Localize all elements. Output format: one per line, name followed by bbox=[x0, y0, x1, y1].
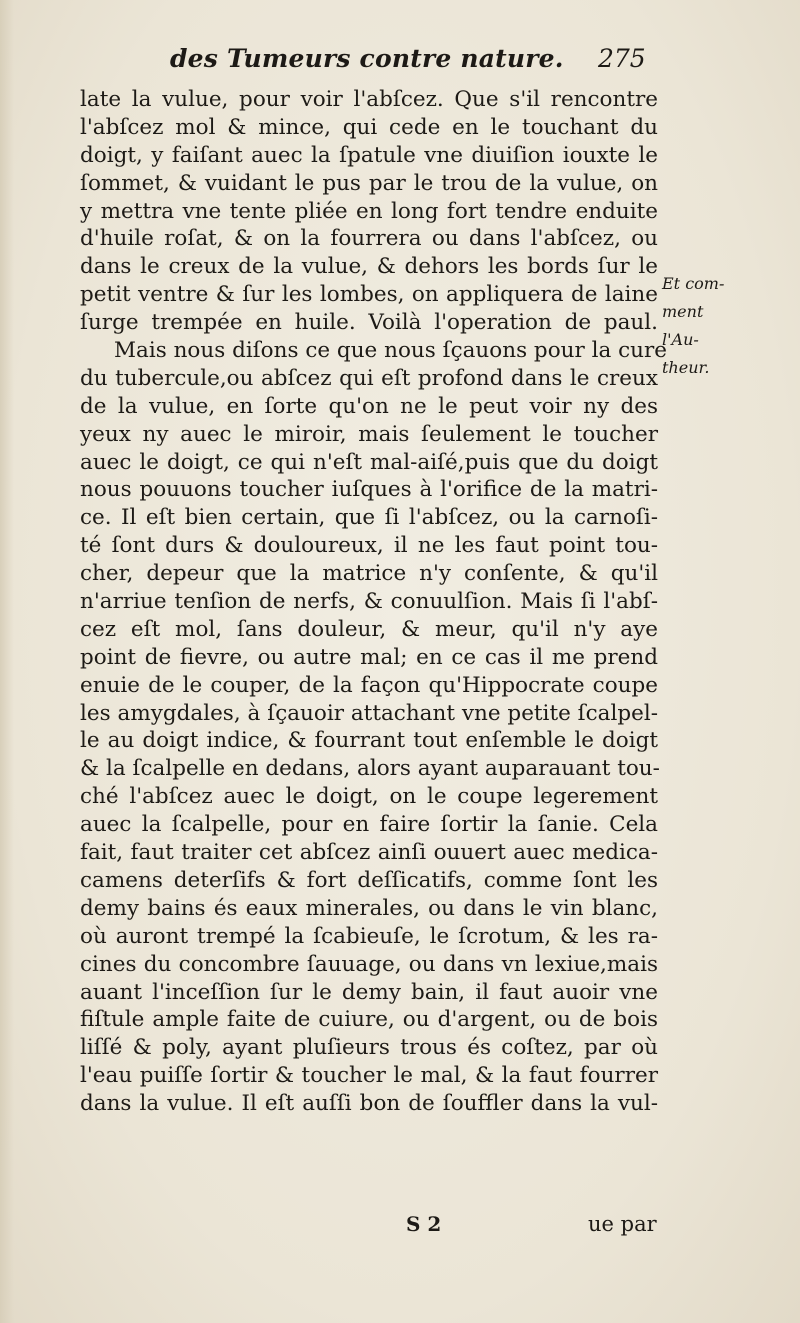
page-header bbox=[170, 44, 730, 86]
text-line: auec le doigt, ce qui n'eſt mal-aiſé,puis que du doigt bbox=[80, 449, 658, 475]
text-line: l'eau puiſſe ſortir & toucher le mal, & la faut fourrer bbox=[80, 1063, 658, 1089]
text-line: n'arriue tenſion de nerfs, & conuulſion. Mais ſi l'abſ- bbox=[80, 589, 658, 615]
text-line: camens deterſifs & fort deſſicatifs, comme ſont les bbox=[80, 867, 658, 893]
text-line: late la vulue, pour voir l'abſcez. Que s'il rencontre bbox=[80, 87, 658, 112]
text-line: l'abſcez mol & mince, qui cede en le touchant du bbox=[80, 114, 658, 140]
text-line: petit ventre & ſur les lombes, on appliquera de laine bbox=[80, 282, 658, 308]
text-line: du tubercule,ou abſcez qui eſt profond dans le creux bbox=[80, 365, 658, 391]
text-line: cines du concombre ſauuage, ou dans vn lexiue,mais bbox=[80, 951, 658, 977]
catchword: ue par bbox=[588, 1212, 657, 1236]
margin-note-line: ment bbox=[662, 301, 704, 321]
text-line: & la ſcalpelle en dedans, alors ayant auparauant tou- bbox=[80, 756, 660, 782]
margin-note bbox=[662, 270, 792, 382]
text-line: liſſé & poly, ayant pluſieurs trous és coſtez, par où bbox=[80, 1035, 658, 1061]
text-line: enuie de le couper, de la façon qu'Hippocrate coupe bbox=[80, 672, 658, 698]
text-line: auec la ſcalpelle, pour en faire ſortir la ſanie. Cela bbox=[80, 812, 658, 838]
text-line: dans le creux de la vulue, & dehors les bords ſur le bbox=[80, 254, 658, 280]
text-line: cez eſt mol, ſans douleur, & meur, qu'il n'y aye bbox=[80, 616, 658, 642]
text-line: où auront trempé la ſcabieuſe, le ſcrotum, & les ra- bbox=[80, 923, 658, 949]
text-line: yeux ny auec le miroir, mais ſeulement le toucher bbox=[80, 421, 658, 447]
page-footer bbox=[80, 1212, 658, 1242]
text-line: ſurge trempée en huile. Voilà l'operation de paul. bbox=[80, 310, 658, 336]
text-line: nous pouuons toucher iuſques à l'orifice de la matri- bbox=[80, 477, 658, 503]
body-text bbox=[80, 86, 668, 1118]
paragraph-start-line: Mais nous diſons ce que nous ſçauons pour la cure bbox=[114, 338, 668, 364]
text-line: doigt, y faiſant auec la ſpatule vne diuiſion iouxte le bbox=[80, 142, 658, 168]
text-line: ſommet, & vuidant le pus par le trou de la vulue, on bbox=[80, 170, 658, 196]
text-line: fiſtule ample faite de cuiure, ou d'argent, ou de bois bbox=[80, 1007, 658, 1033]
text-line: y mettra vne tente pliée en long fort tendre enduite bbox=[80, 198, 658, 224]
running-title: des Tumeurs contre nature. bbox=[170, 44, 564, 73]
text-line: demy bains és eaux minerales, ou dans le vin blanc, bbox=[80, 895, 658, 921]
text-line: auant l'inceſſion ſur le demy bain, il faut auoir vne bbox=[80, 979, 658, 1005]
margin-note-line: Et com- bbox=[662, 274, 725, 293]
text-line: té ſont durs & douloureux, il ne les faut point tou- bbox=[80, 533, 658, 559]
text-line: de la vulue, en ſorte qu'on ne le peut voir ny des bbox=[80, 393, 658, 419]
text-line: d'huile roſat, & on la fourrera ou dans l'abſcez, ou bbox=[80, 226, 658, 252]
text-line: les amygdales, à ſçauoir attachant vne petite ſcalpel- bbox=[80, 700, 658, 726]
text-line: ce. Il eſt bien certain, que ſi l'abſcez, ou la carnoſi- bbox=[80, 505, 658, 531]
margin-note-line: theur. bbox=[662, 357, 710, 377]
page-gutter-shadow bbox=[0, 0, 14, 1323]
signature-mark: S 2 bbox=[406, 1212, 442, 1236]
margin-note-line: l'Au- bbox=[662, 329, 699, 349]
text-line: fait, faut traiter cet abſcez ainſi ouuert auec medica- bbox=[80, 840, 658, 866]
text-line: dans la vulue. Il eſt auſſi bon de ſouffler dans la vul- bbox=[80, 1091, 658, 1117]
text-line: le au doigt indice, & fourrant tout enſemble le doigt bbox=[80, 728, 658, 754]
text-line: cher, depeur que la matrice n'y conſente, & qu'il bbox=[80, 561, 658, 587]
text-line: ché l'abſcez auec le doigt, on le coupe legerement bbox=[80, 784, 658, 810]
text-line: point de fievre, ou autre mal; en ce cas il me prend bbox=[80, 644, 658, 670]
page-number: 275 bbox=[598, 44, 646, 73]
